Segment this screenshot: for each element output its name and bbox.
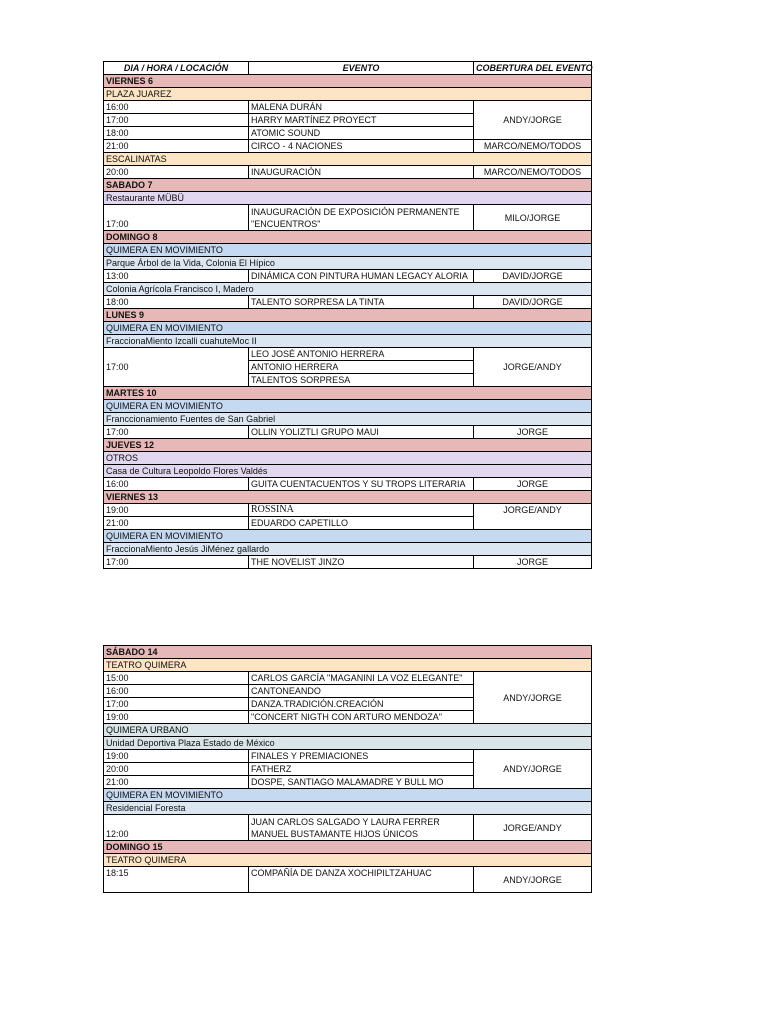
venue-label: ESCALINATAS [104,153,592,166]
section-label: QUIMERA EN MOVIMIENTO [104,244,592,257]
venue-row [104,413,592,426]
venue-label: Casa de Cultura Leopoldo Flores Valdés [104,465,592,478]
section-row [104,789,592,802]
venue-row [104,659,592,672]
event-coverage: JORGE [474,556,592,569]
event-row [104,166,592,179]
event-time: 19:00 [104,711,249,724]
event-name: DOSPE, SANTIAGO MALAMADRE Y BULL MO [249,776,474,789]
event-name: INAUGURACIÓN DE EXPOSICIÓN PERMANENTE "ENCUENTROS" [249,205,474,231]
event-row [104,101,592,114]
event-name: ANTONIO HERRERA [249,361,474,374]
section-label: QUIMERA URBANO [104,724,592,737]
day-row [104,439,592,452]
event-time: 20:00 [104,763,249,776]
event-time: 17:00 [104,426,249,439]
event-time: 17:00 [104,205,249,231]
event-time: 19:00 [104,750,249,763]
section-row [104,322,592,335]
day-label: JUEVES 12 [104,439,592,452]
day-row [104,646,592,659]
event-time: 13:00 [104,270,249,283]
event-name: CANTONEANDO [249,685,474,698]
header-row [104,62,592,75]
event-name: INAUGURACIÓN [249,166,474,179]
day-row [104,75,592,88]
section-label: OTROS [104,452,592,465]
venue-row [104,257,592,270]
event-time: 21:00 [104,517,249,530]
event-time: 18:15 [104,867,249,893]
venue-label: Residencial Foresta [104,802,592,815]
event-time: 16:00 [104,685,249,698]
event-row [104,672,592,685]
venue-row [104,543,592,556]
event-time: 21:00 [104,140,249,153]
day-row [104,491,592,504]
event-time: 17:00 [104,698,249,711]
event-row [104,270,592,283]
header-coverage: COBERTURA DEL EVENTO [474,62,592,75]
day-label: VIERNES 6 [104,75,592,88]
event-row [104,750,592,763]
day-label: DOMINGO 8 [104,231,592,244]
event-name: ROSSINA [249,504,474,517]
event-time: 19:00 [104,504,249,517]
event-coverage: MARCO/NEMO/TODOS [474,140,592,153]
event-coverage: JORGE/ANDY [474,815,592,841]
event-time: 20:00 [104,166,249,179]
venue-row [104,465,592,478]
event-name: "CONCERT NIGTH CON ARTURO MENDOZA" [249,711,474,724]
event-time: 21:00 [104,776,249,789]
event-time: 17:00 [104,114,249,127]
venue-row [104,192,592,205]
event-name: EDUARDO CAPETILLO [249,517,474,530]
event-time: 16:00 [104,478,249,491]
event-name: OLLIN YOLIZTLI GRUPO MAUI [249,426,474,439]
section-row [104,400,592,413]
event-time: 18:00 [104,296,249,309]
event-coverage: ANDY/JORGE [474,750,592,789]
event-name: COMPAÑÍA DE DANZA XOCHIPILTZAHUAC [249,867,474,893]
event-time: 15:00 [104,672,249,685]
schedule-table-1 [103,61,591,569]
event-name: LEO JOSÉ ANTONIO HERRERA [249,348,474,361]
event-coverage: MARCO/NEMO/TODOS [474,166,592,179]
event-name: FINALES Y PREMIACIONES [249,750,474,763]
schedule-grid-2 [103,645,592,893]
event-time: 12:00 [104,815,249,841]
venue-row [104,153,592,166]
event-time: 16:00 [104,101,249,114]
day-row [104,387,592,400]
event-coverage: JORGE [474,426,592,439]
venue-label: TEATRO QUIMERA [104,659,592,672]
event-coverage: ANDY/JORGE [474,867,592,893]
event-name: TALENTO SORPRESA LA TINTA [249,296,474,309]
venue-label: FraccionaMiento Izcalli cuahuteMoc II [104,335,592,348]
event-name: CIRCO - 4 NACIONES [249,140,474,153]
venue-label: TEATRO QUIMERA [104,854,592,867]
schedule-grid-1 [103,61,592,569]
event-coverage: DAVID/JORGE [474,270,592,283]
event-name: FATHERZ [249,763,474,776]
event-coverage: DAVID/JORGE [474,296,592,309]
venue-row [104,88,592,101]
day-label: LUNES 9 [104,309,592,322]
day-row [104,179,592,192]
section-row [104,244,592,257]
event-coverage: JORGE/ANDY [474,504,592,530]
section-row [104,452,592,465]
venue-label: Parque Árbol de la Vida, Colonia El Hípico [104,257,592,270]
section-row [104,530,592,543]
venue-label: Colonia Agrícola Francisco I, Madero [104,283,592,296]
event-name: CARLOS GARCÍA "MAGANINI LA VOZ ELEGANTE" [249,672,474,685]
section-label: QUIMERA EN MOVIMIENTO [104,789,592,802]
venue-label: PLAZA JUAREZ [104,88,592,101]
day-label: SABADO 7 [104,179,592,192]
event-row [104,478,592,491]
event-coverage: MILO/JORGE [474,205,592,231]
event-name: DANZA.TRADICIÓN.CREACIÓN [249,698,474,711]
venue-row [104,802,592,815]
venue-row [104,737,592,750]
section-label: QUIMERA EN MOVIMIENTO [104,322,592,335]
venue-row [104,283,592,296]
event-coverage: JORGE/ANDY [474,348,592,387]
event-row [104,205,592,231]
event-name: HARRY MARTÍNEZ PROYECT [249,114,474,127]
event-name: JUAN CARLOS SALGADO Y LAURA FERRER MANUEL BUSTAMANTE HIJOS ÚNICOS [249,815,474,841]
event-row [104,556,592,569]
event-time: 18:00 [104,127,249,140]
schedule-table-2 [103,645,591,893]
event-name: ATOMIC SOUND [249,127,474,140]
header-event: EVENTO [249,62,474,75]
event-name: MALENA DURÁN [249,101,474,114]
event-name: DINÁMICA CON PINTURA HUMAN LEGACY ALORIA [249,270,474,283]
day-row [104,309,592,322]
event-row [104,815,592,841]
event-row [104,296,592,309]
day-label: VIERNES 13 [104,491,592,504]
venue-row [104,854,592,867]
day-label: MARTES 10 [104,387,592,400]
venue-label: Restaurante MÜBÜ [104,192,592,205]
venue-label: FraccionaMiento Jesús JiMénez gallardo [104,543,592,556]
day-row [104,231,592,244]
event-row [104,426,592,439]
event-time: 17:00 [104,348,249,387]
section-label: QUIMERA EN MOVIMIENTO [104,530,592,543]
event-row [104,504,592,517]
event-name: GUITA CUENTACUENTOS Y SU TROPS LITERARIA [249,478,474,491]
section-label: QUIMERA EN MOVIMIENTO [104,400,592,413]
venue-row [104,335,592,348]
event-coverage: JORGE [474,478,592,491]
event-coverage: ANDY/JORGE [474,672,592,724]
event-name: THE NOVELIST JINZO [249,556,474,569]
venue-label: Franccionamiento Fuentes de San Gabriel [104,413,592,426]
section-row [104,724,592,737]
event-coverage: ANDY/JORGE [474,101,592,140]
event-row [104,348,592,361]
event-name: TALENTOS SORPRESA [249,374,474,387]
day-row [104,841,592,854]
event-time: 17:00 [104,556,249,569]
day-label: DOMINGO 15 [104,841,592,854]
event-row [104,140,592,153]
event-row [104,867,592,893]
header-date-location: DIA / HORA / LOCACIÓN [104,62,249,75]
venue-label: Unidad Deportiva Plaza Estado de México [104,737,592,750]
day-label: SÁBADO 14 [104,646,592,659]
